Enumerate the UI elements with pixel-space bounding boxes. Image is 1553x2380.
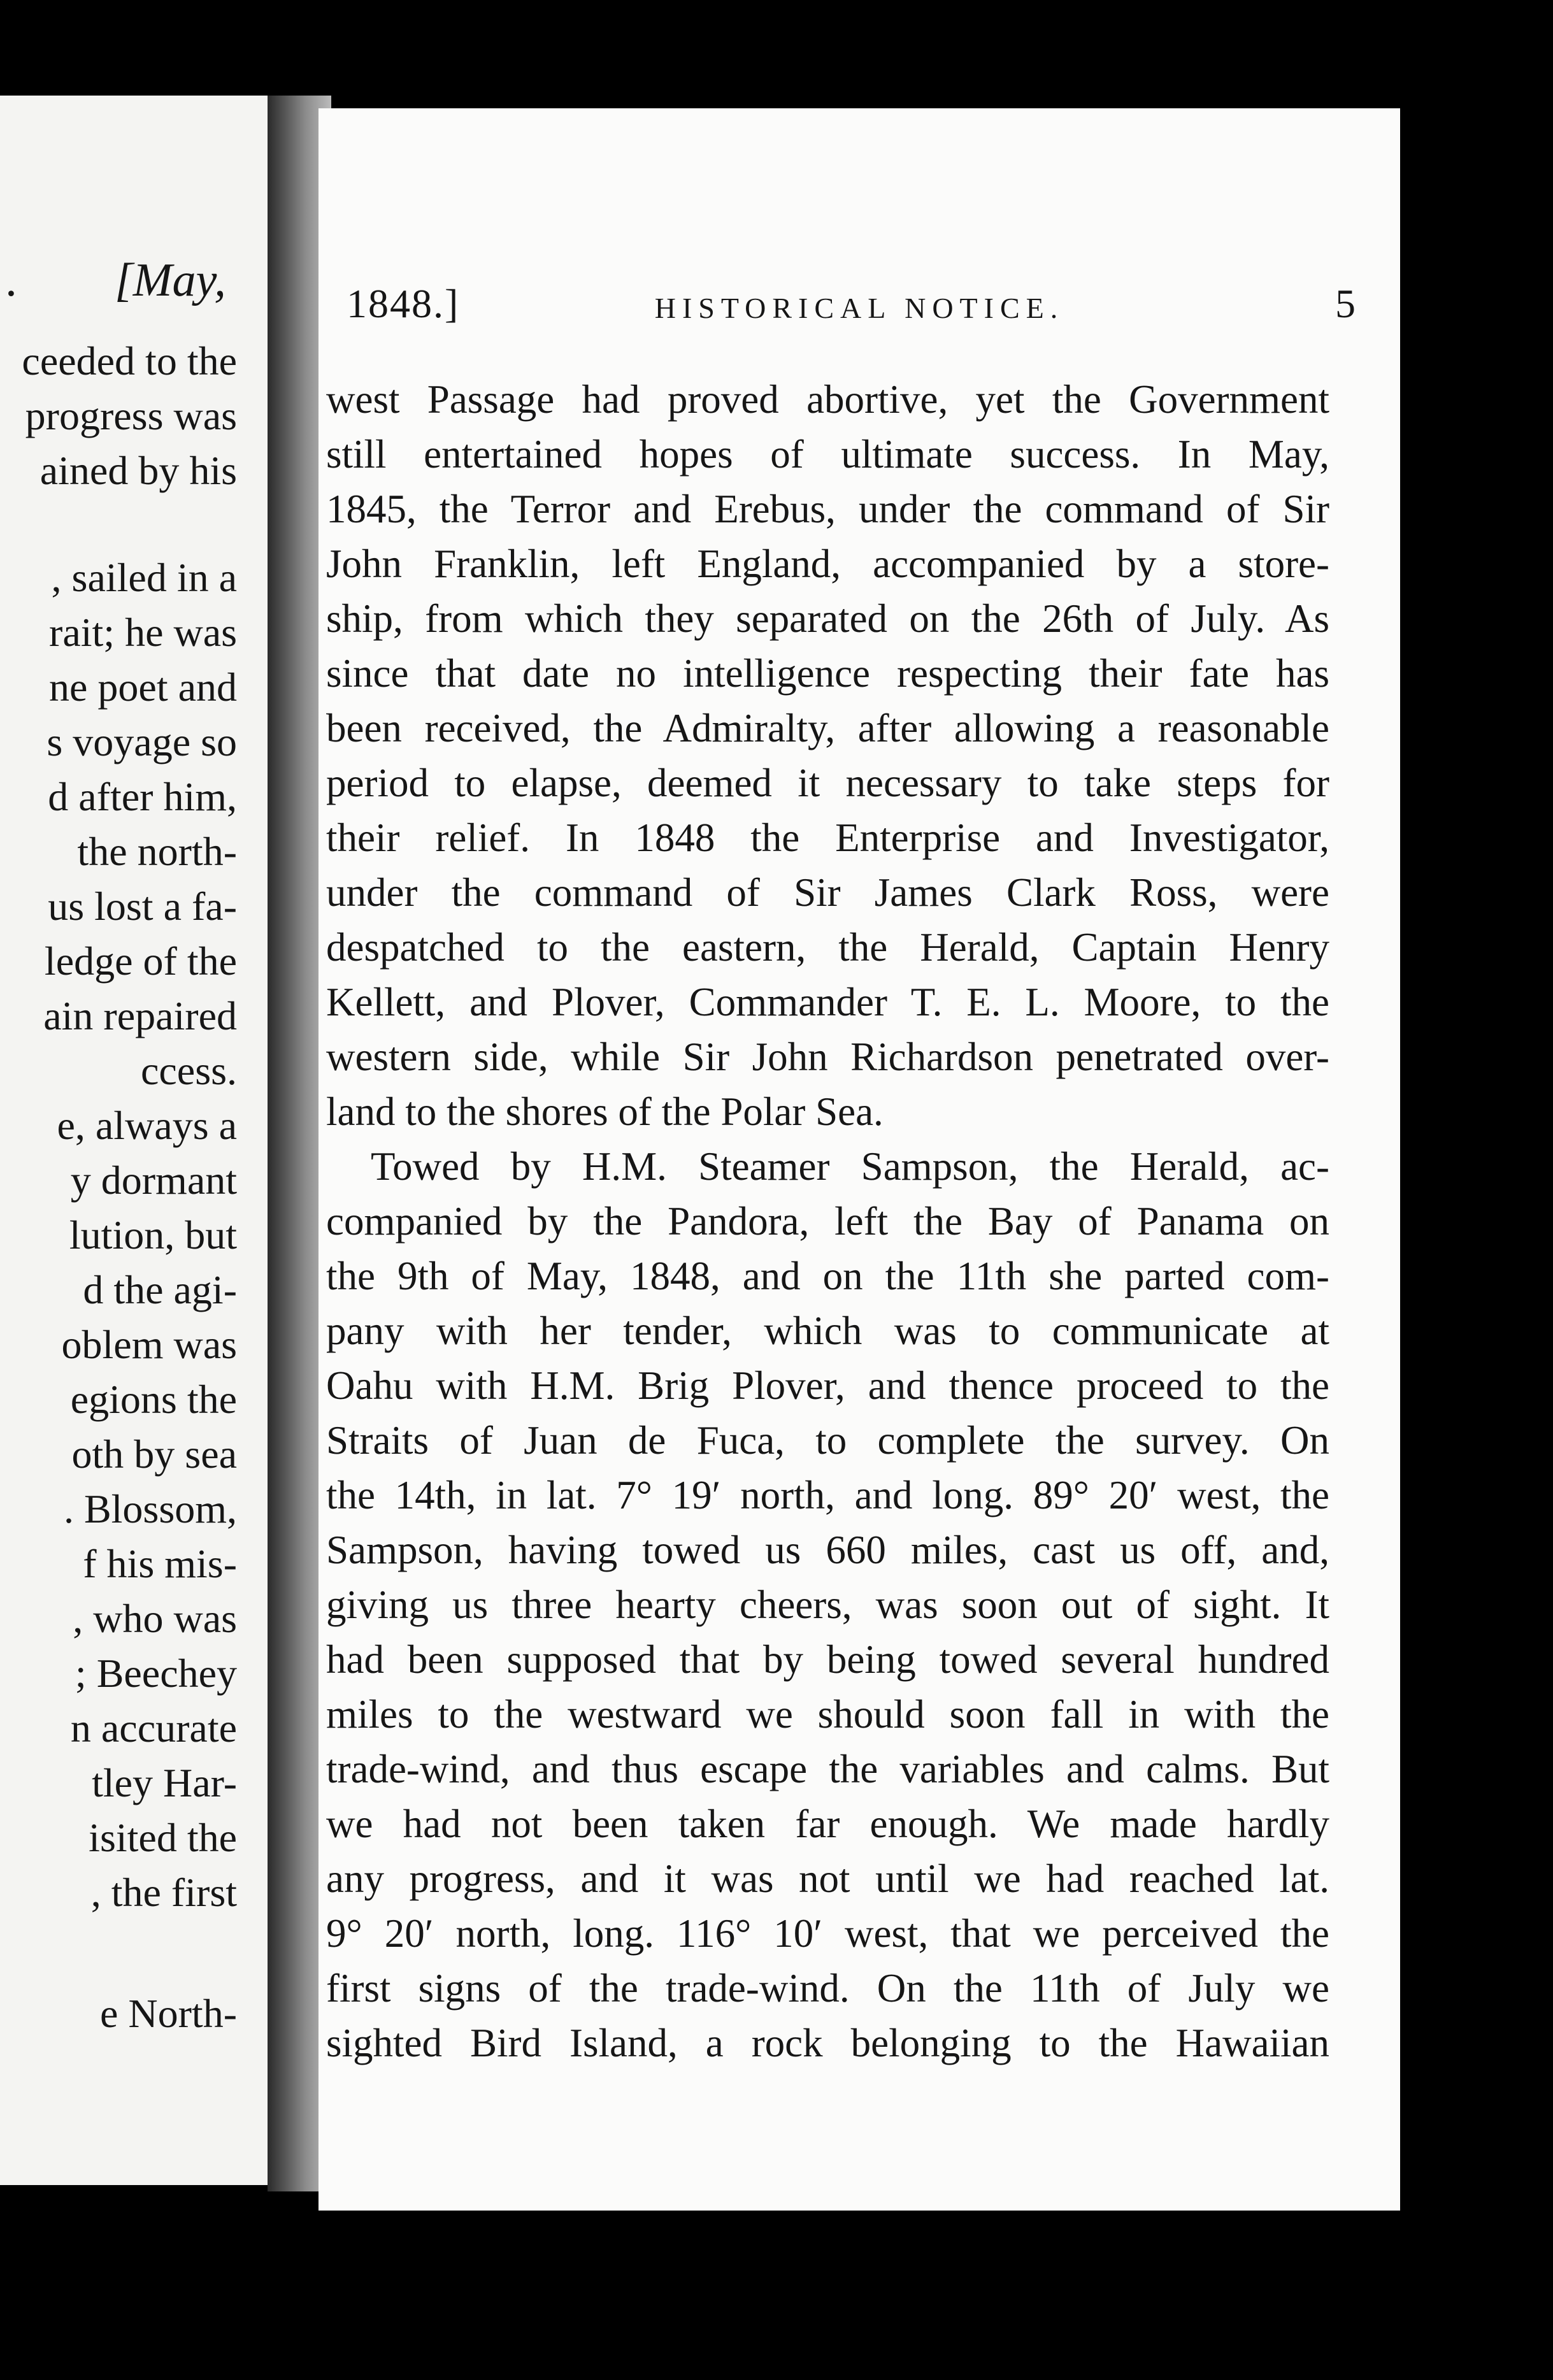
previous-page-line: the north- xyxy=(77,829,237,874)
text-line: Straits of Juan de Fuca, to complete the survey. On xyxy=(326,1418,1329,1463)
text-line: companied by the Pandora, left the Bay of Panama on xyxy=(326,1199,1329,1244)
previous-page-line: d after him, xyxy=(48,774,237,819)
previous-page-line: f his mis- xyxy=(83,1541,237,1586)
text-line: first signs of the trade-wind. On the 11th of July we xyxy=(326,1966,1329,2011)
previous-page-line: d the agi- xyxy=(83,1267,237,1312)
previous-page-line: oblem was xyxy=(61,1322,237,1367)
text-line: Oahu with H.M. Brig Plover, and thence proceed to the xyxy=(326,1363,1329,1408)
text-line: 1845, the Terror and Erebus, under the command of Sir xyxy=(326,487,1329,531)
previous-page-line: , who was xyxy=(73,1596,237,1641)
text-line: 9° 20′ north, long. 116° 10′ west, that we perceived the xyxy=(326,1911,1329,1956)
text-line: pany with her tender, which was to communicate at xyxy=(326,1308,1329,1353)
previous-page-line: progress was xyxy=(25,393,237,438)
text-line: miles to the westward we should soon fall in with the xyxy=(326,1692,1329,1737)
text-line: the 14th, in lat. 7° 19′ north, and long. 89° 20′ west, the xyxy=(326,1473,1329,1517)
previous-page-head-month: [May, xyxy=(115,254,226,306)
previous-page-line: ne poet and xyxy=(49,664,237,710)
text-line: since that date no intelligence respecting their fate has xyxy=(326,651,1329,696)
text-line: been received, the Admiralty, after allowing a reasonable xyxy=(326,706,1329,750)
previous-page-line: ; Beechey xyxy=(75,1651,237,1696)
page-number: 5 xyxy=(1335,281,1356,326)
text-line: western side, while Sir John Richardson penetrated over- xyxy=(326,1035,1329,1079)
text-line: Sampson, having towed us 660 miles, cast us off, and, xyxy=(326,1528,1329,1572)
previous-page-line: egions the xyxy=(70,1377,237,1422)
text-line: under the command of Sir James Clark Ross, were xyxy=(326,870,1329,915)
text-line: their relief. In 1848 the Enterprise and Investigator, xyxy=(326,815,1329,860)
text-line: period to elapse, deemed it necessary to take steps for xyxy=(326,761,1329,805)
previous-page-line: rait; he was xyxy=(49,610,237,655)
text-line: John Franklin, left England, accompanied by a store- xyxy=(326,541,1329,586)
text-line: Towed by H.M. Steamer Sampson, the Herald, ac- xyxy=(371,1144,1329,1189)
previous-page-line: us lost a fa- xyxy=(48,884,237,929)
text-line: had been supposed that by being towed several hundred xyxy=(326,1637,1329,1682)
previous-page-line: lution, but xyxy=(69,1212,237,1258)
running-head-year: 1848.] xyxy=(347,281,460,326)
text-line: the 9th of May, 1848, and on the 11th she parted com- xyxy=(326,1254,1329,1298)
previous-page-fragment xyxy=(0,96,274,2185)
running-head-title: HISTORICAL NOTICE. xyxy=(654,292,1064,324)
previous-page-line: ained by his xyxy=(39,448,237,493)
text-line: giving us three hearty cheers, was soon out of sight. It xyxy=(326,1582,1329,1627)
previous-page-line: ccess. xyxy=(140,1048,237,1093)
previous-page-line: ain repaired xyxy=(43,993,237,1038)
previous-page-line: s voyage so xyxy=(47,719,237,764)
current-page xyxy=(318,108,1400,2211)
text-line: Kellett, and Plover, Commander T. E. L. Moore, to the xyxy=(326,980,1329,1024)
text-line: despatched to the eastern, the Herald, Captain Henry xyxy=(326,925,1329,970)
previous-page-line: oth by sea xyxy=(71,1431,237,1477)
previous-page-running-head xyxy=(0,254,261,330)
previous-page-line: y dormant xyxy=(70,1158,237,1203)
previous-page-head-dot: . xyxy=(6,254,18,306)
previous-page-line: . Blossom, xyxy=(63,1486,237,1531)
text-line: we had not been taken far enough. We made hardly xyxy=(326,1802,1329,1846)
previous-page-line: e North- xyxy=(99,1991,237,2036)
previous-page-line: ceeded to the xyxy=(22,338,237,384)
previous-page-line: , sailed in a xyxy=(51,555,237,600)
text-line: ship, from which they separated on the 26th of July. As xyxy=(326,596,1329,641)
previous-page-line: n accurate xyxy=(70,1705,237,1751)
text-line: land to the shores of the Polar Sea. xyxy=(326,1089,884,1134)
previous-page-line: tley Har- xyxy=(92,1760,237,1805)
text-line: trade-wind, and thus escape the variables and calms. But xyxy=(326,1747,1329,1791)
running-head xyxy=(318,108,1400,326)
text-line: still entertained hopes of ultimate success. In May, xyxy=(326,432,1329,477)
previous-page-line: isited the xyxy=(89,1815,237,1860)
text-line: sighted Bird Island, a rock belonging to the Hawaiian xyxy=(326,2021,1329,2065)
previous-page-line: e, always a xyxy=(57,1103,237,1148)
text-line: west Passage had proved abortive, yet the Government xyxy=(326,377,1329,422)
previous-page-line: ledge of the xyxy=(44,938,237,984)
previous-page-line: , the first xyxy=(90,1870,237,1915)
text-line: any progress, and it was not until we had reached lat. xyxy=(326,1856,1329,1901)
